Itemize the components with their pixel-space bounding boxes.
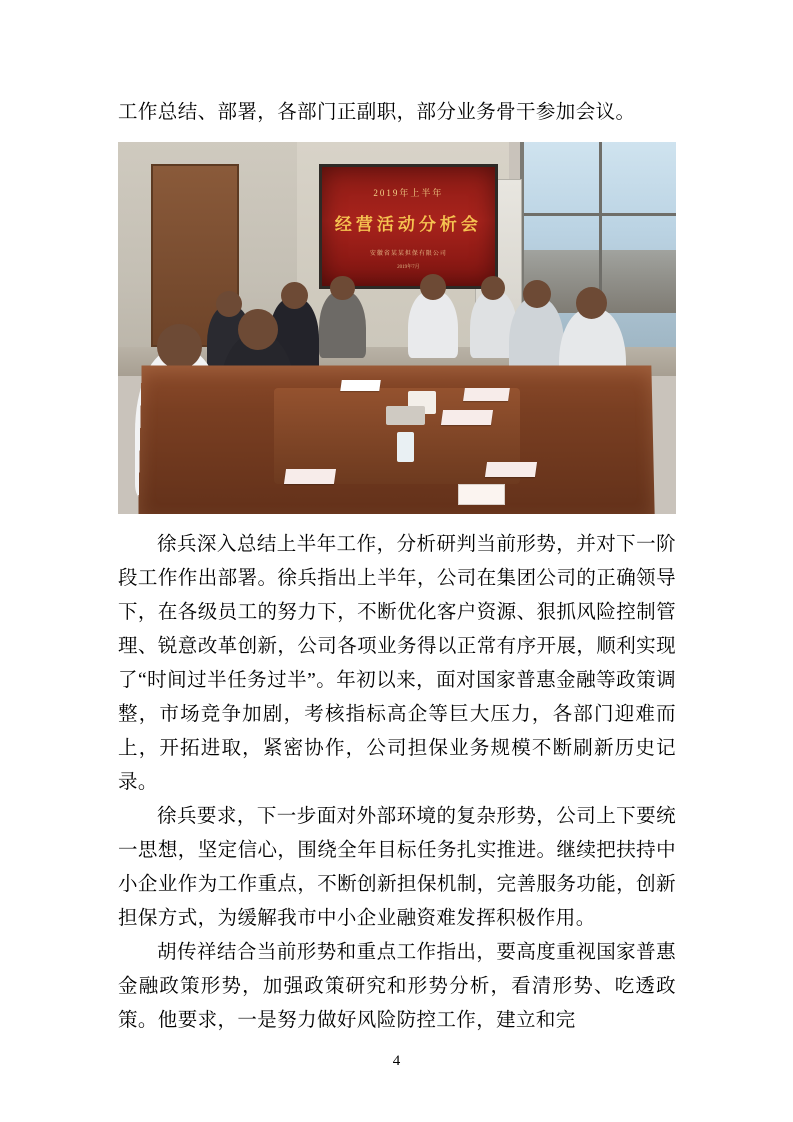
page-number: 4 <box>392 1053 401 1069</box>
document-on-table <box>340 380 381 391</box>
meeting-photo <box>118 142 676 514</box>
attendee-head <box>281 282 308 309</box>
attendee-head <box>157 324 202 369</box>
screen-banner-line1: 2019年上半年 <box>373 188 444 199</box>
attendee-chairman <box>408 291 458 358</box>
document-on-table <box>485 462 537 477</box>
page-content <box>118 96 676 1038</box>
meeting-photo-figure <box>118 142 676 514</box>
screen-banner-line3: 安徽省某某担保有限公司 <box>369 251 447 258</box>
screen-banner-line2: 经营活动分析会 <box>334 215 482 235</box>
paragraph-1: 工作总结、部署，各部门正副职，部分业务骨干参加会议。 <box>118 102 636 123</box>
document-on-table <box>463 388 509 401</box>
attendee-head <box>576 287 607 319</box>
paragraph-4: 胡传祥结合当前形势和重点工作指出，要高度重视国家普惠金融政策形势，加强政策研究和形势分析，看清形势、吃透政策。他要求，一是努力做好风险防控工作，建立和完 <box>118 942 676 1031</box>
window-mullion-horizontal <box>524 213 676 216</box>
document-on-table <box>441 410 493 425</box>
document-on-table <box>284 469 336 484</box>
attendee-head <box>330 276 355 301</box>
attendee-head <box>420 274 446 300</box>
attendee-head <box>216 291 242 317</box>
screen-banner-line4: 2019年7月 <box>397 264 420 270</box>
paragraph-2: 徐兵深入总结上半年工作，分析研判当前形势，并对下一阶段工作作出部署。徐兵指出上半年，公司在集团公司的正确领导下，在各级员工的努力下，不断优化客户资源、狠抓风险控制管理、锐意改革创新，公司各项业务得以正常有序开展，顺利实现了“时间过半任务过半”。年初以来，面对国家普惠金融等政策调整，市场竞争加剧，考核指标高企等巨大压力，各部门迎难而上，开拓进取，紧密协作，公司担保业务规模不断刷新历史记录。 <box>118 534 676 793</box>
name-plate <box>458 484 505 505</box>
projection-screen <box>319 164 498 289</box>
water-glass <box>397 432 414 462</box>
attendee <box>319 291 366 358</box>
paragraph-3: 徐兵要求，下一步面对外部环境的复杂形势，公司上下要统一思想，坚定信心，围绕全年目标任务扎实推进。继续把扶持中小企业作为工作重点，不断创新担保机制，完善服务功能，创新担保方式，为缓解我市中小企业融资难发挥积极作用。 <box>118 806 676 929</box>
attendee-head <box>523 280 551 308</box>
desk-item <box>386 406 425 425</box>
